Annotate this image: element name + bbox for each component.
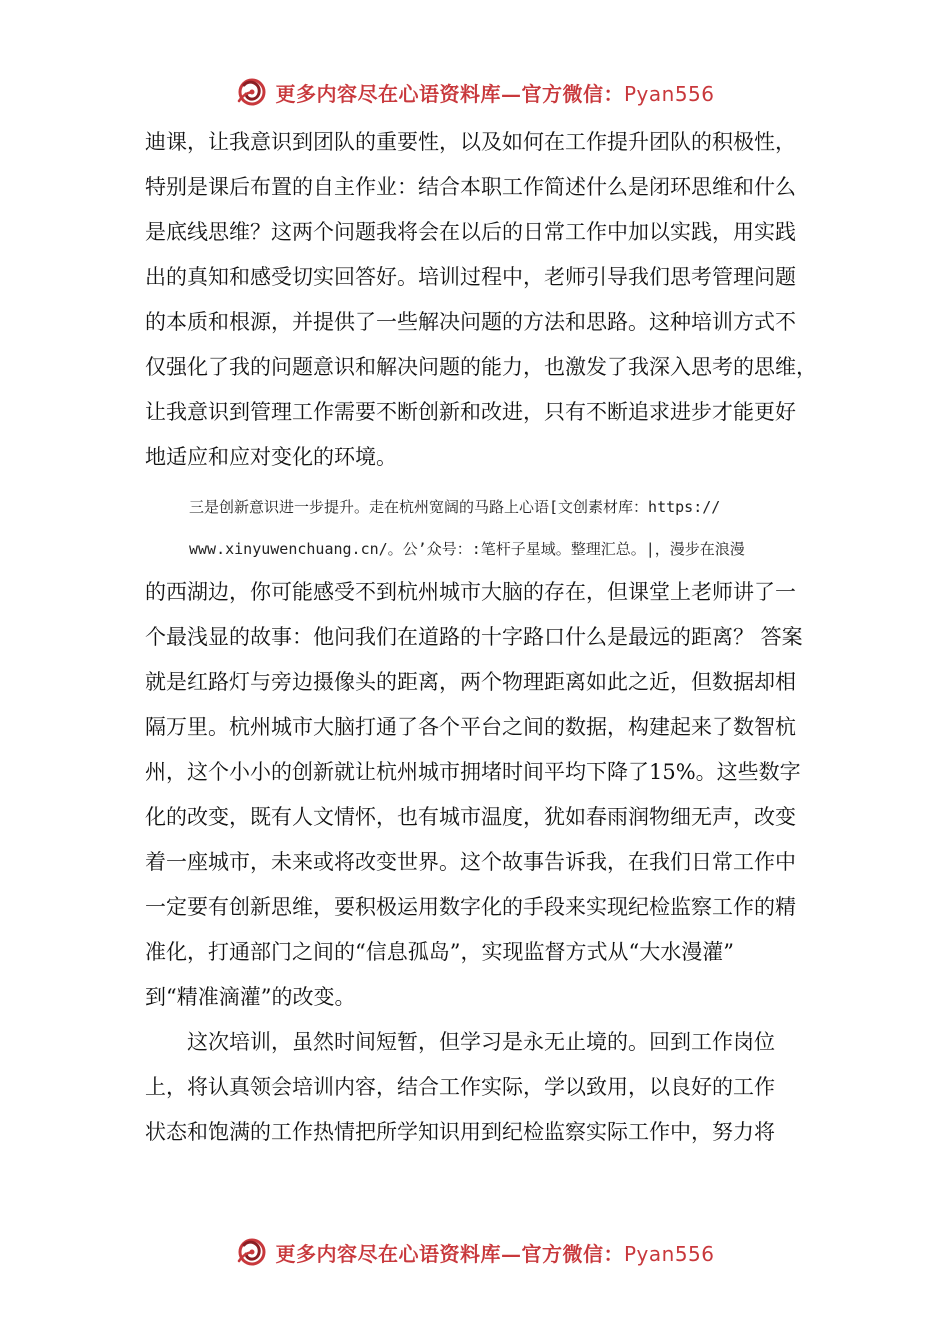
text-line: 州，这个小小的创新就让杭州城市拥堵时间平均下降了15%。这些数字 [145,760,801,784]
text-line: 的西湖边，你可能感受不到杭州城市大脑的存在，但课堂上老师讲了一 [145,580,796,604]
text-line: 就是红路灯与旁边摄像头的距离，两个物理距离如此之近，但数据却相 [145,670,796,694]
wechat-id: Pyan556 [623,1241,715,1266]
document-body [145,120,825,1155]
footer-banner-text: 更多内容尽在心语资料库—官方微信：Pyan556 [275,1241,715,1266]
footer-banner [0,1232,950,1272]
paragraph-3 [145,1020,825,1155]
text-line: 到“精准滴灌”的改变。 [145,985,356,1009]
text-line: 个最浅显的故事：他问我们在道路的十字路口什么是最远的距离？ 答案 [145,625,803,649]
note-line: 三是创新意识进一步提升。走在杭州宽阔的马路上心语[文创素材库：https:// [189,498,721,516]
text-line: 这次培训，虽然时间短暂，但学习是永无止境的。回到工作岗位 [145,1030,775,1054]
text-line: 仅强化了我的问题意识和解决问题的能力，也激发了我深入思考的思维， [145,355,817,379]
paragraph-1 [145,120,825,480]
text-line: 地适应和应对变化的环境。 [145,445,397,469]
text-line: 让我意识到管理工作需要不断创新和改进，只有不断追求进步才能更好 [145,400,796,424]
swirl-logo-icon [235,75,269,109]
header-banner-text: 更多内容尽在心语资料库—官方微信：Pyan556 [275,81,715,106]
note-line: www.xinyuwenchuang.cn/。公’众号：:笔杆子星域。整理汇总。|，漫步在浪漫 [189,540,745,558]
text-line: 着一座城市，未来或将改变世界。这个故事告诉我，在我们日常工作中 [145,850,796,874]
source-note [145,486,825,570]
text-line: 出的真知和感受切实回答好。培训过程中，老师引导我们思考管理问题 [145,265,796,289]
text-line: 是底线思维？这两个问题我将会在以后的日常工作中加以实践，用实践 [145,220,796,244]
header-banner [0,72,950,112]
paragraph-2 [145,570,825,1020]
text-line: 隔万里。杭州城市大脑打通了各个平台之间的数据，构建起来了数智杭 [145,715,796,739]
text-line: 特别是课后布置的自主作业：结合本职工作简述什么是闭环思维和什么 [145,175,796,199]
text-line: 一定要有创新思维，要积极运用数字化的手段来实现纪检监察工作的精 [145,895,796,919]
swirl-logo-icon [235,1235,269,1269]
text-line: 的本质和根源，并提供了一些解决问题的方法和思路。这种培训方式不 [145,310,796,334]
text-line: 化的改变，既有人文情怀，也有城市温度，犹如春雨润物细无声，改变 [145,805,796,829]
text-line: 上，将认真领会培训内容，结合工作实际，学以致用，以良好的工作 [145,1075,775,1099]
wechat-id: Pyan556 [623,81,715,106]
text-line: 迪课，让我意识到团队的重要性，以及如何在工作提升团队的积极性， [145,130,796,154]
text-line: 状态和饱满的工作热情把所学知识用到纪检监察实际工作中，努力将 [145,1120,775,1144]
text-line: 准化，打通部门之间的“信息孤岛”，实现监督方式从“大水漫灌” [145,940,734,964]
